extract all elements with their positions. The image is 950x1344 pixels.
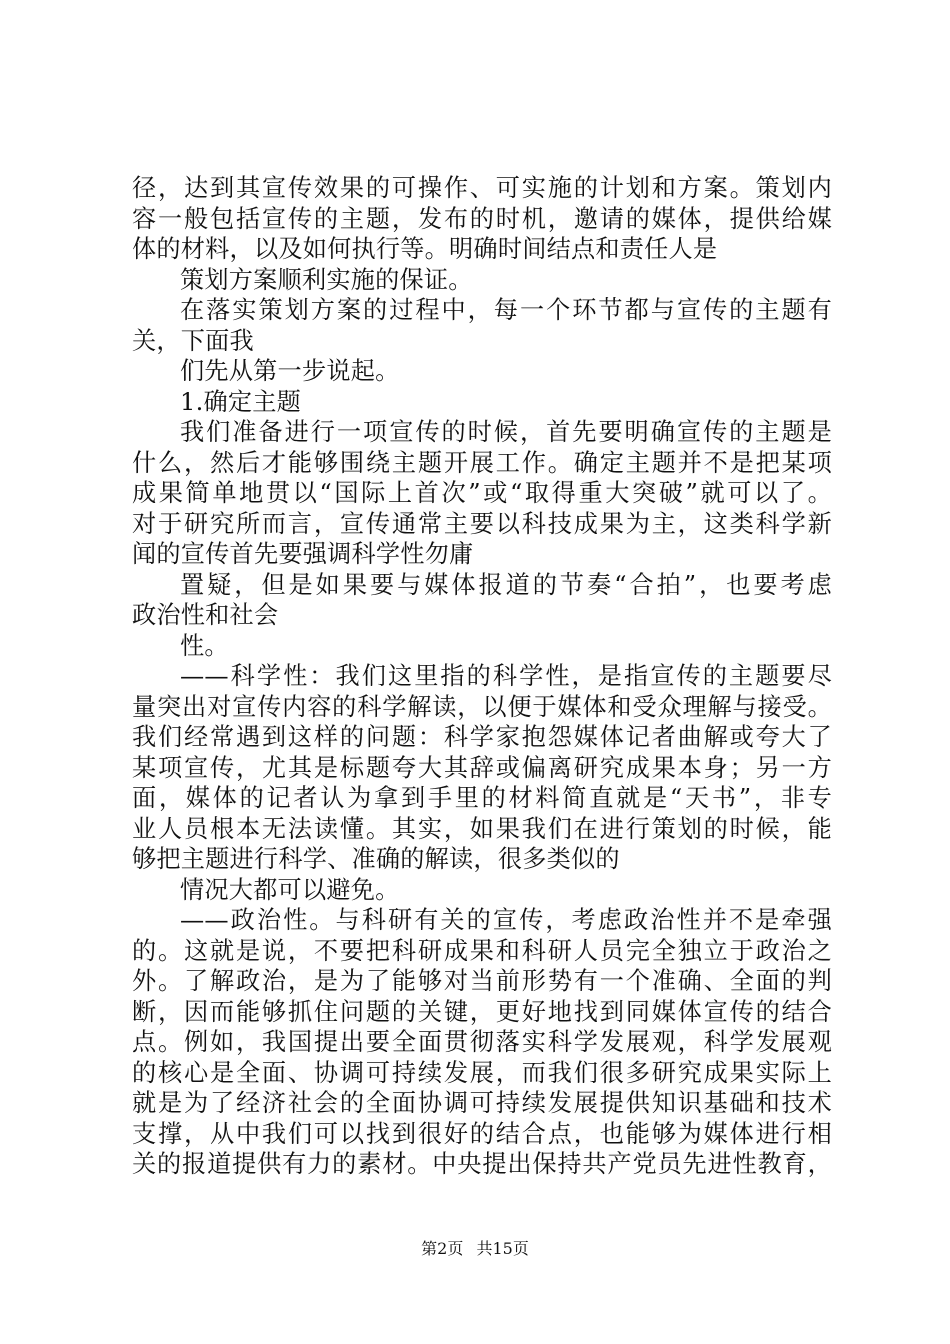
page-number-total: 共15页 xyxy=(476,1239,529,1258)
text-line: 量突出对宣传内容的科学解读，以便于媒体和受众理解与接受。 xyxy=(132,692,832,721)
text-line: ——科学性：我们这里指的科学性，是指宣传的主题要尽 xyxy=(180,662,832,690)
text-line: 情况大都可以避免。 xyxy=(180,875,400,904)
text-line: 什么，然后才能够围绕主题开展工作。确定主题并不是把某项 xyxy=(132,448,832,477)
text-line: 点。例如，我国提出要全面贯彻落实科学发展观，科学发展观 xyxy=(132,1028,832,1056)
text-line: 我们经常遇到这样的问题：科学家抱怨媒体记者曲解或夸大了 xyxy=(132,723,832,751)
text-line: 置疑，但是如果要与媒体报道的节奏“合拍”，也要考虑 xyxy=(180,570,832,599)
text-line: 面，媒体的记者认为拿到手里的材料简直就是“天书”，非专 xyxy=(132,784,832,812)
text-line: 径，达到其宣传效果的可操作、可实施的计划和方案。策划内 xyxy=(132,174,832,202)
text-line: 就是为了经济社会的全面协调可持续发展提供知识基础和技术 xyxy=(132,1089,832,1117)
text-line: 容一般包括宣传的主题，发布的时机，邀请的媒体，提供给媒 xyxy=(132,204,832,233)
text-line: 体的材料，以及如何执行等。明确时间结点和责任人是 xyxy=(132,235,718,263)
document-body xyxy=(132,173,832,1180)
text-line: ——政治性。与科研有关的宣传，考虑政治性并不是牵强 xyxy=(180,906,832,934)
text-line: 断，因而能够抓住问题的关键，更好地找到同媒体宣传的结合 xyxy=(132,997,832,1026)
text-line: 支撑，从中我们可以找到很好的结合点，也能够为媒体进行相 xyxy=(132,1119,832,1148)
text-line: 关的报道提供有力的素材。中央提出保持共产党员先进性教育， xyxy=(132,1150,832,1178)
text-line: 性。 xyxy=(180,631,229,660)
text-line: 策划方案顺利实施的保证。 xyxy=(180,265,473,294)
text-line: 们先从第一步说起。 xyxy=(180,357,400,385)
text-line: 的。这就是说，不要把科研成果和科研人员完全独立于政治之 xyxy=(132,936,832,965)
text-line: 我们准备进行一项宣传的时候，首先要明确宣传的主题是 xyxy=(180,418,832,446)
text-line: 关，下面我 xyxy=(132,326,254,355)
text-line: 对于研究所而言，宣传通常主要以科技成果为主，这类科学新 xyxy=(132,509,832,538)
text-line: 某项宣传，尤其是标题夸大其辞或偏离研究成果本身；另一方 xyxy=(132,753,832,782)
text-line: 1.确定主题 xyxy=(180,387,302,416)
text-line: 在落实策划方案的过程中，每一个环节都与宣传的主题有 xyxy=(180,296,832,324)
text-line: 政治性和社会 xyxy=(132,601,279,629)
text-line: 闻的宣传首先要强调科学性勿庸 xyxy=(132,540,474,568)
text-line: 业人员根本无法读懂。其实，如果我们在进行策划的时候，能 xyxy=(132,814,832,843)
page-number-current: 第2页 xyxy=(421,1239,464,1258)
page-footer xyxy=(0,1239,950,1259)
text-line: 够把主题进行科学、准确的解读，很多类似的 xyxy=(132,845,620,873)
text-line: 的核心是全面、协调可持续发展，而我们很多研究成果实际上 xyxy=(132,1058,832,1087)
text-line: 成果简单地贯以“国际上首次”或“取得重大突破”就可以了。 xyxy=(132,479,832,507)
text-line: 外。了解政治，是为了能够对当前形势有一个准确、全面的判 xyxy=(132,967,832,995)
